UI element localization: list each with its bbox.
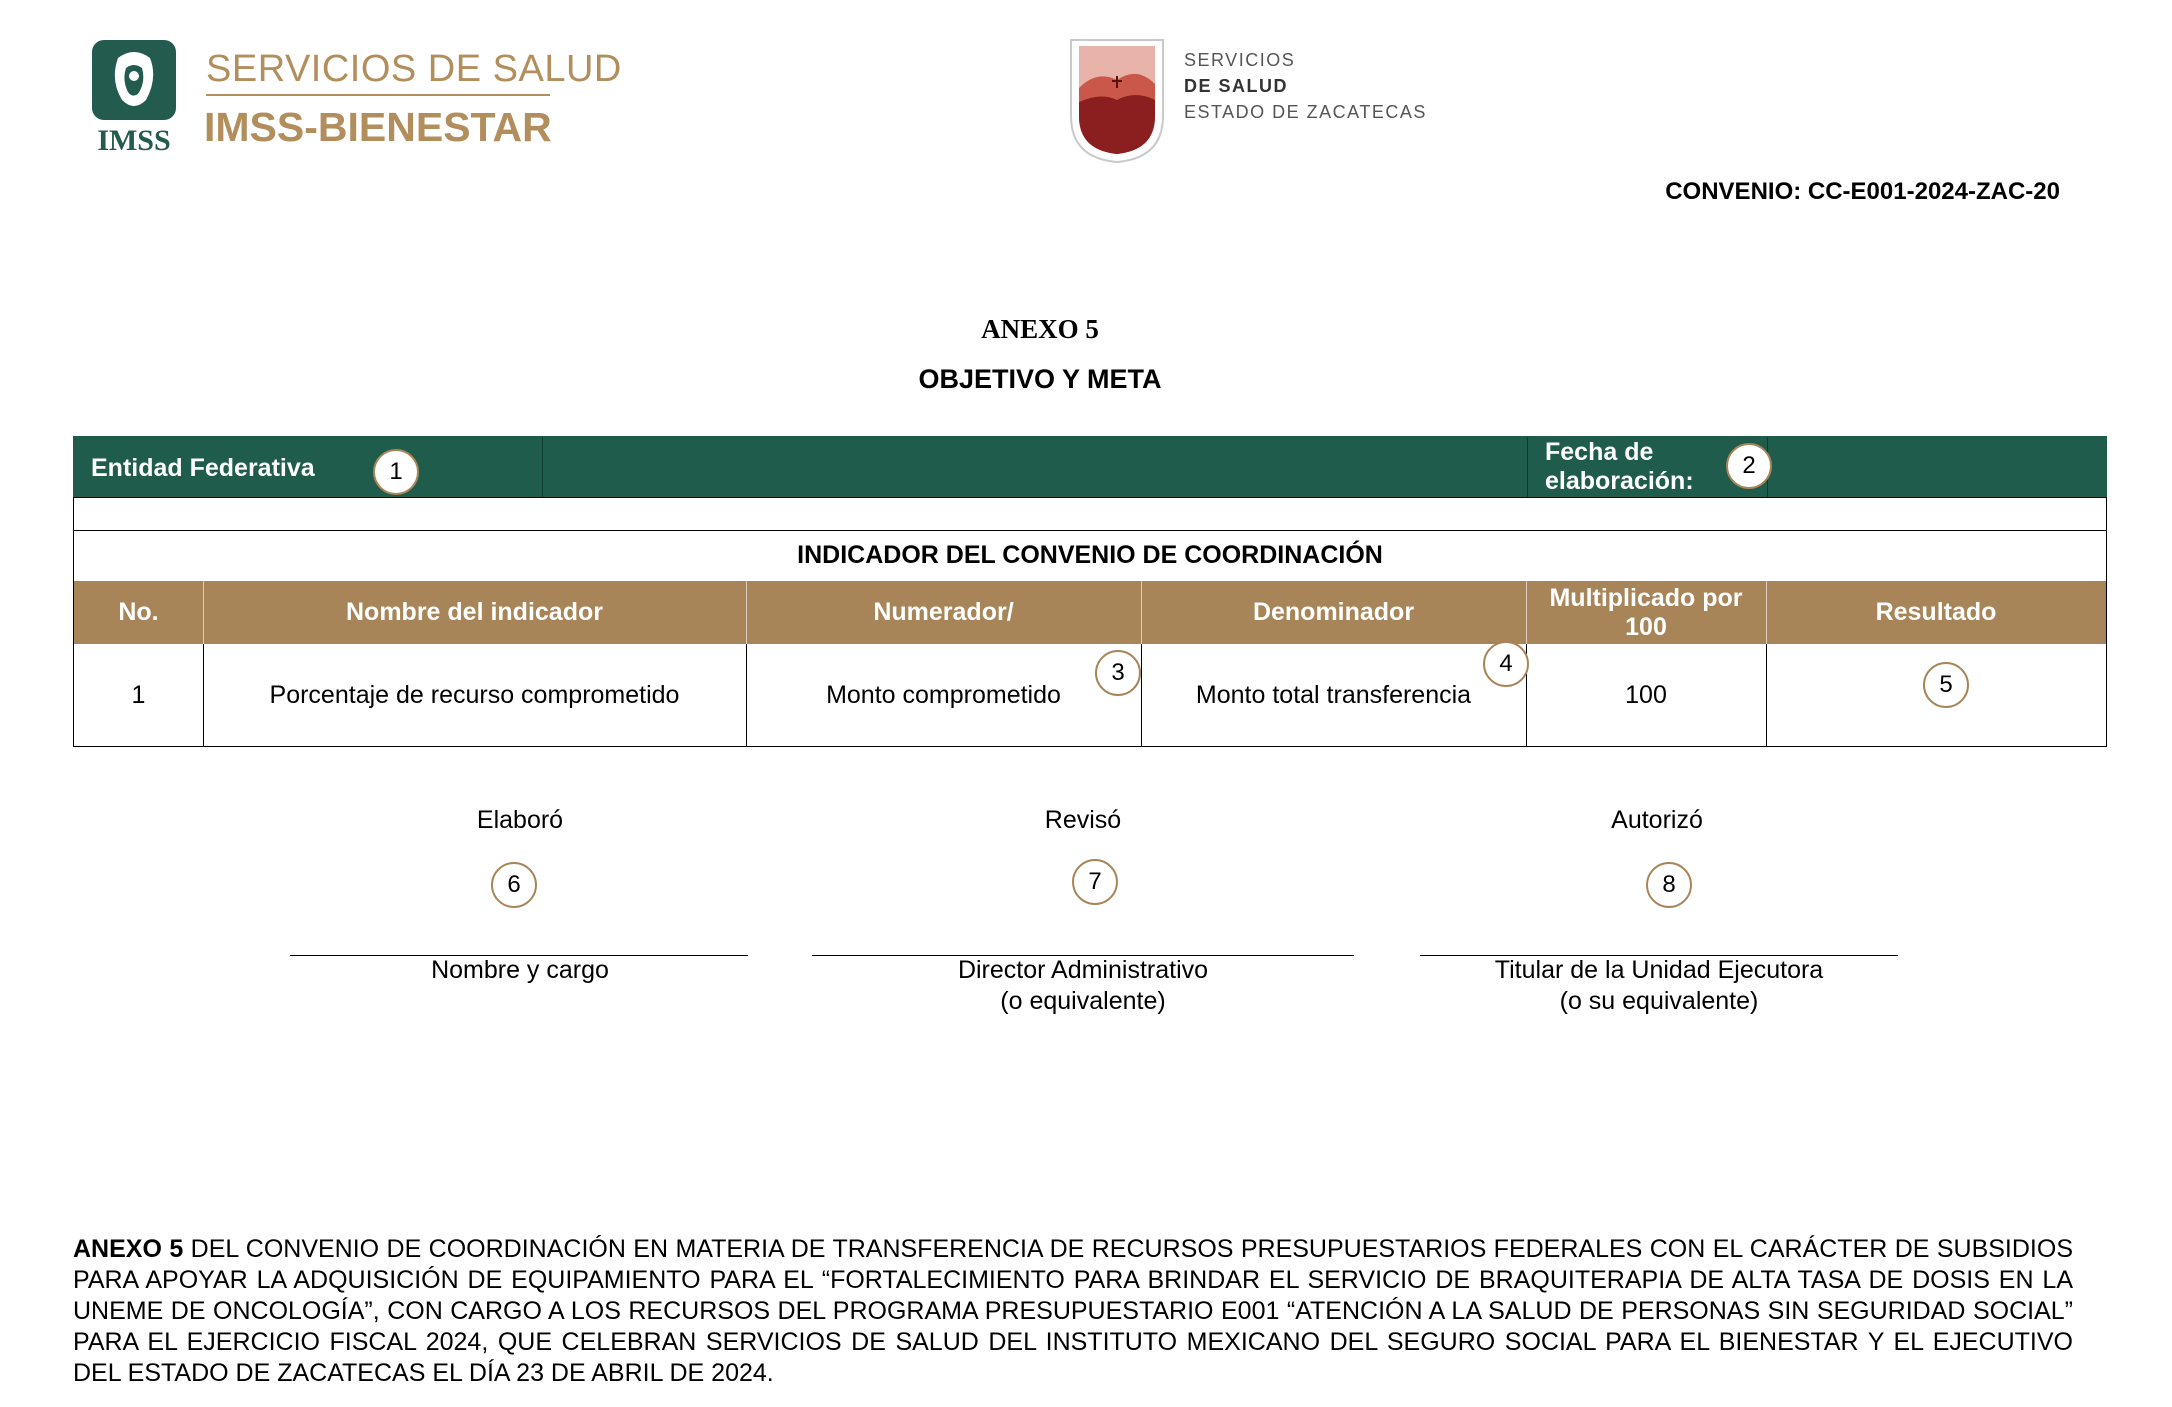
zacatecas-logo-line1: SERVICIOS <box>1184 50 1296 70</box>
footer-text: DEL CONVENIO DE COORDINACIÓN EN MATERIA DE TRANSFERENCIA DE RECURSOS PRESUPUESTARIOS FEDERALES CON EL CARÁCTER DE SUBSIDIOS PARA APOYAR LA ADQUISICIÓN DE EQUIPAMIENTO PARA EL “FORTALECIMIENTO PARA BRINDAR EL SERVICIO DE BRAQUITERAPIA DE ALTA TASA DE DOSIS EN LA UNEME DE ONCOLOGÍA”, CON CARGO A LOS RECURSOS DEL PROGRAMA PRESUPUESTARIO E001 “ATENCIÓN A LA SALUD DE PERSONAS SIN SEGURIDAD SOCIAL” PARA EL EJERCICIO FISCAL 2024, QUE CELEBRAN SERVICIOS DE SALUD DEL INSTITUTO MEXICANO DEL SEGURO SOCIAL PARA EL BIENESTAR Y EL EJECUTIVO DEL ESTADO DE ZACATECAS EL DÍA 23 DE ABRIL DE 2024. <box>73 1235 2073 1387</box>
entidad-federativa-label: Entidad Federativa <box>91 454 315 482</box>
bar-divider <box>1527 437 1528 497</box>
anexo-title: ANEXO 5 <box>981 314 1099 344</box>
autorizo-caption: Titular de la Unidad Ejecutora (o su equivalente) <box>1494 956 1824 1015</box>
marker-3: 3 <box>1095 650 1141 696</box>
imss-divider <box>206 94 550 96</box>
cell-no: 1 <box>131 681 146 709</box>
header-multiplicado: Multiplicado por 100 <box>1549 583 1743 641</box>
imss-title-line1: SERVICIOS DE SALUD <box>206 48 622 90</box>
marker-5: 5 <box>1923 662 1969 708</box>
imss-title-line2: IMSS-BIENESTAR <box>204 104 552 150</box>
zacatecas-shield-logo <box>1067 36 1167 166</box>
elaboro-caption: Nombre y cargo <box>431 956 609 984</box>
footer-paragraph <box>73 1234 2073 1389</box>
marker-2: 2 <box>1726 443 1772 489</box>
header-numerador: Numerador/ <box>873 598 1014 626</box>
cell-multiplicado: 100 <box>1625 681 1667 709</box>
autorizo-label: Autorizó <box>1611 806 1703 834</box>
bar-divider <box>542 437 543 497</box>
indicator-section-title: INDICADOR DEL CONVENIO DE COORDINACIÓN <box>797 541 1383 569</box>
header-no: No. <box>118 598 159 626</box>
header-resultado: Resultado <box>1875 598 1997 626</box>
marker-4: 4 <box>1483 641 1529 687</box>
objetivo-title: OBJETIVO Y META <box>918 364 1162 394</box>
imss-mark: IMSS <box>97 124 171 156</box>
marker-6: 6 <box>491 862 537 908</box>
table-header-row <box>74 581 2106 644</box>
header-nombre-indicador: Nombre del indicador <box>346 598 603 626</box>
zacatecas-logo-line2: DE SALUD <box>1184 76 1289 96</box>
footer-bold-lead: ANEXO 5 <box>73 1235 184 1263</box>
marker-1: 1 <box>373 449 419 495</box>
elaboro-label: Elaboró <box>476 806 564 834</box>
convenio-number: CONVENIO: CC-E001-2024-ZAC-20 <box>1665 178 2060 205</box>
reviso-caption: Director Administrativo (o equivalente) <box>957 956 1209 1015</box>
reviso-label: Revisó <box>1044 806 1122 834</box>
table-rule <box>74 530 2106 531</box>
header-denominador: Denominador <box>1252 598 1415 626</box>
cell-nombre-indicador: Porcentaje de recurso comprometido <box>269 681 680 709</box>
imss-logo <box>88 38 180 156</box>
cell-denominador: Monto total transferencia <box>1195 681 1472 709</box>
cell-numerador: Monto comprometido <box>826 681 1061 709</box>
marker-8: 8 <box>1646 862 1692 908</box>
fecha-elaboracion-label: Fecha de elaboración: <box>1545 438 1694 495</box>
zacatecas-logo-line3: ESTADO DE ZACATECAS <box>1184 102 1427 122</box>
marker-7: 7 <box>1072 859 1118 905</box>
